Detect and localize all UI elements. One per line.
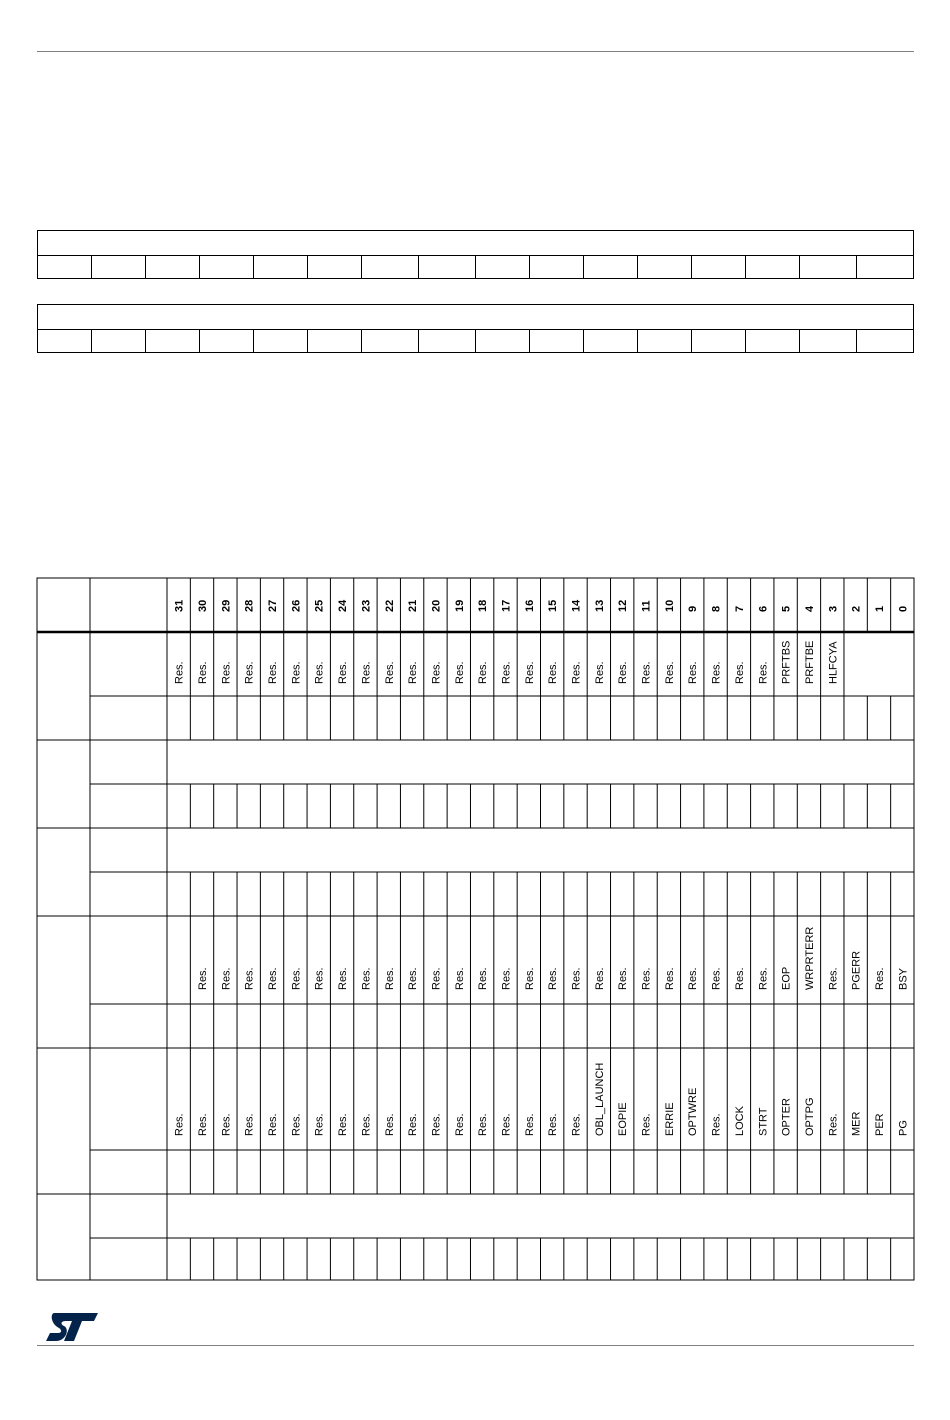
- bit-number-label: 15: [547, 599, 560, 612]
- register-field-label: Res.: [407, 967, 420, 990]
- register-field-label: OPTWRE: [687, 1087, 700, 1136]
- register-field-label: Res.: [197, 661, 210, 684]
- register-field-label: Res.: [733, 967, 746, 990]
- register-field-label: Res.: [617, 967, 630, 990]
- register-field-label: Res.: [710, 661, 723, 684]
- bit-number-label: 17: [500, 599, 513, 612]
- bit-number-label: 4: [803, 605, 816, 612]
- register-field-label: Res.: [500, 661, 513, 684]
- register-field-label: Res.: [430, 1113, 443, 1136]
- bit-number-label: 31: [173, 599, 186, 612]
- register-field-label: Res.: [570, 967, 583, 990]
- bit-number-label: 10: [663, 599, 676, 612]
- bit-number-label: 24: [337, 599, 350, 612]
- bit-number-label: 5: [780, 605, 793, 612]
- register-field-label: PER: [873, 1113, 886, 1136]
- register-field-label: OPTPG: [803, 1097, 816, 1136]
- register-field-label: Res.: [360, 1113, 373, 1136]
- register-field-label: Res.: [430, 661, 443, 684]
- register-field-label: Res.: [827, 1113, 840, 1136]
- register-field-label: Res.: [477, 661, 490, 684]
- register-field-label: Res.: [687, 661, 700, 684]
- register-field-label: Res.: [477, 1113, 490, 1136]
- bit-number-label: 28: [243, 599, 256, 612]
- register-field-label: Res.: [360, 661, 373, 684]
- register-field-label: Res.: [570, 661, 583, 684]
- register-field-label: PRFTBS: [780, 640, 793, 684]
- bit-number-label: 16: [523, 599, 536, 612]
- register-field-label: Res.: [710, 1113, 723, 1136]
- register-field-label: Res.: [453, 1113, 466, 1136]
- register-field-label: WRPRTERR: [803, 926, 816, 990]
- register-field-label: Res.: [523, 661, 536, 684]
- register-field-label: Res.: [290, 967, 303, 990]
- register-field-label: Res.: [173, 661, 186, 684]
- register-field-label: Res.: [407, 661, 420, 684]
- register-field-label: STRT: [757, 1107, 770, 1136]
- bit-number-label: 30: [197, 599, 210, 612]
- register-field-label: PRFTBE: [803, 640, 816, 684]
- register-field-label: Res.: [220, 1113, 233, 1136]
- bit-number-label: 27: [267, 599, 280, 612]
- footer-rule: [37, 1345, 914, 1346]
- register-field-label: Res.: [640, 967, 653, 990]
- register-field-label: LOCK: [733, 1106, 746, 1136]
- register-field-label: Res.: [407, 1113, 420, 1136]
- bit-number-label: 12: [617, 599, 630, 612]
- register-field-label: Res.: [570, 1113, 583, 1136]
- bit-number-label: 29: [220, 599, 233, 612]
- register-field-label: Res.: [663, 661, 676, 684]
- register-field-label: Res.: [313, 661, 326, 684]
- register-field-label: Res.: [383, 661, 396, 684]
- bit-number-label: 11: [640, 600, 653, 612]
- register-field-label: Res.: [383, 967, 396, 990]
- bit-number-label: 19: [453, 599, 466, 612]
- register-field-label: PG: [897, 1120, 910, 1136]
- register-field-label: ERRIE: [663, 1102, 676, 1136]
- register-field-label: Res.: [337, 967, 350, 990]
- register-field-label: Res.: [453, 661, 466, 684]
- register-field-label: Res.: [243, 661, 256, 684]
- register-field-label: Res.: [593, 661, 606, 684]
- register-field-label: Res.: [547, 661, 560, 684]
- register-field-label: Res.: [267, 661, 280, 684]
- register-field-label: Res.: [710, 967, 723, 990]
- register-field-label: Res.: [267, 1113, 280, 1136]
- register-field-label: Res.: [220, 967, 233, 990]
- register-field-label: Res.: [640, 661, 653, 684]
- register-field-label: Res.: [337, 661, 350, 684]
- bit-number-label: 18: [477, 599, 490, 612]
- register-field-label: Res.: [313, 1113, 326, 1136]
- register-field-label: Res.: [220, 661, 233, 684]
- register-field-label: Res.: [757, 661, 770, 684]
- register-field-label: OPTER: [780, 1098, 793, 1136]
- register-field-label: Res.: [547, 1113, 560, 1136]
- register-field-label: EOPIE: [617, 1102, 630, 1136]
- register-field-label: Res.: [173, 1113, 186, 1136]
- register-field-label: Res.: [547, 967, 560, 990]
- register-field-label: Res.: [687, 967, 700, 990]
- bit-number-label: 2: [850, 605, 863, 612]
- register-field-label: EOP: [780, 966, 793, 990]
- register-field-label: Res.: [640, 1113, 653, 1136]
- bit-number-label: 7: [733, 605, 746, 612]
- register-field-label: Res.: [453, 967, 466, 990]
- register-field-label: Res.: [477, 967, 490, 990]
- register-field-label: PGERR: [850, 950, 863, 990]
- register-field-label: BSY: [897, 967, 910, 990]
- bit-number-label: 8: [710, 605, 723, 612]
- register-field-label: Res.: [290, 661, 303, 684]
- bit-number-label: 3: [827, 605, 840, 612]
- register-field-label: Res.: [873, 967, 886, 990]
- bit-number-label: 1: [873, 605, 886, 612]
- register-field-label: Res.: [757, 967, 770, 990]
- bit-number-label: 23: [360, 599, 373, 612]
- register-field-label: Res.: [617, 661, 630, 684]
- register-field-label: Res.: [243, 1113, 256, 1136]
- register-field-label: Res.: [500, 1113, 513, 1136]
- register-field-label: Res.: [313, 967, 326, 990]
- bit-number-label: 13: [593, 599, 606, 612]
- register-field-label: Res.: [290, 1113, 303, 1136]
- register-field-label: Res.: [827, 967, 840, 990]
- bit-number-label: 20: [430, 599, 443, 612]
- bit-number-label: 25: [313, 599, 326, 612]
- bit-number-label: 0: [897, 605, 910, 612]
- bit-number-label: 22: [383, 599, 396, 612]
- register-field-label: Res.: [663, 967, 676, 990]
- register-field-label: Res.: [523, 1113, 536, 1136]
- register-field-label: Res.: [360, 967, 373, 990]
- register-field-label: Res.: [267, 967, 280, 990]
- register-field-label: Res.: [383, 1113, 396, 1136]
- register-field-label: Res.: [337, 1113, 350, 1136]
- register-field-label: Res.: [593, 967, 606, 990]
- register-field-label: Res.: [430, 967, 443, 990]
- bit-number-label: 21: [407, 599, 420, 612]
- register-field-label: HLFCYA: [827, 641, 840, 684]
- st-logo: [44, 1311, 102, 1343]
- register-field-label: Res.: [197, 967, 210, 990]
- register-field-label: Res.: [243, 967, 256, 990]
- register-field-label: Res.: [197, 1113, 210, 1136]
- register-field-label: Res.: [733, 661, 746, 684]
- bit-number-label: 6: [757, 605, 770, 612]
- register-field-label: MER: [850, 1111, 863, 1136]
- bit-number-label: 26: [290, 599, 303, 612]
- register-field-label: Res.: [523, 967, 536, 990]
- bit-number-label: 9: [687, 605, 700, 612]
- bit-number-label: 14: [570, 599, 583, 612]
- register-field-label: Res.: [500, 967, 513, 990]
- register-field-label: OBL_LAUNCH: [593, 1062, 606, 1136]
